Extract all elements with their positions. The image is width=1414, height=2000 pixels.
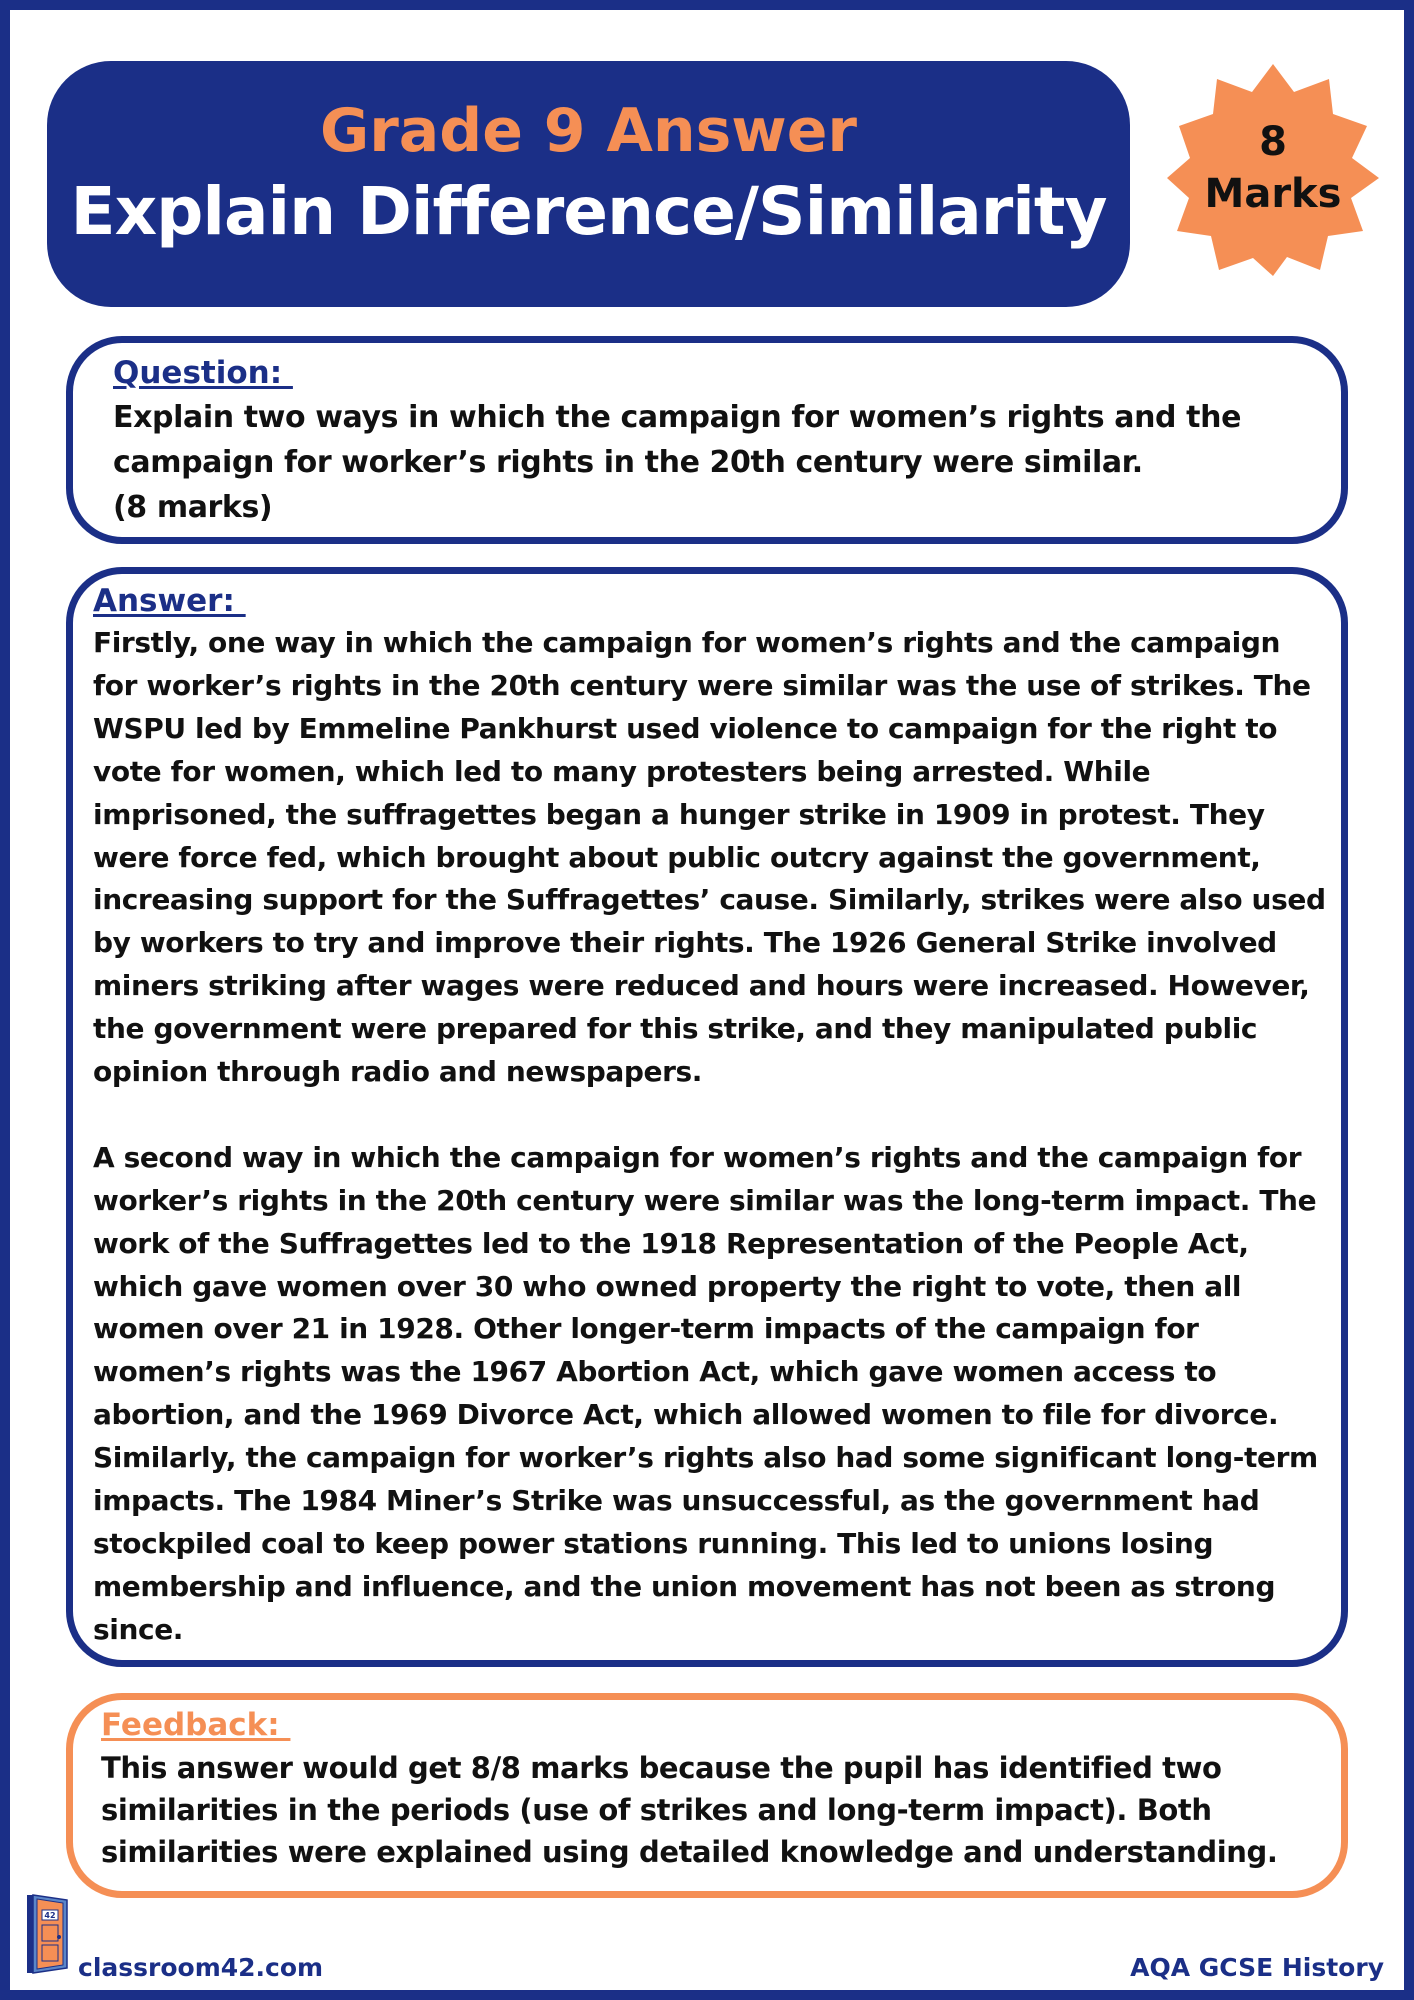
question-marks: (8 marks) — [113, 490, 273, 525]
logo-number: 42 — [44, 1911, 56, 1920]
question-panel — [66, 336, 1348, 544]
answer-paragraph-2: A second way in which the campaign for women’s rights and the campaign for worker’s rights in the 20th century were similar was the long-term impact. The work of the Suffragettes led to the 1918 Representation of the People Act, which gave women over 30 who owned property the right to vote, then all women over 21 in 1928. Other longer-term impacts of the campaign for women’s rights was the 1967 Abortion Act, which gave women access to abortion, and the 1969 Divorce Act, which allowed women to file for divorce. Similarly, the campaign for worker’s rights also had some significant long-term impacts. The 1984 Miner’s Strike was unsuccessful, as the government had stockpiled coal to keep power stations running. This led to unions losing membership and influence, and the union movement has not been as strong since. — [93, 1140, 1318, 1646]
marks-label: Marks — [1204, 171, 1342, 217]
marks-number: 8 — [1259, 119, 1287, 165]
marks-badge — [1167, 64, 1379, 276]
feedback-text: This answer would get 8/8 marks because the pupil has identified two similarities in the periods (use of strikes and long-term impact). Both similarities were explained using detailed knowledge and understanding. — [101, 1751, 1278, 1869]
grade-subtitle: Grade 9 Answer — [319, 96, 858, 166]
question-text: Explain two ways in which the campaign for women’s rights and the campaign for worker’s rights in the 20th century were similar. — [113, 400, 1242, 480]
classroom42-logo — [27, 1893, 71, 1975]
footer-course-label: AQA GCSE History — [1130, 1953, 1384, 1982]
question-body — [113, 395, 1313, 530]
question-label: Question: — [113, 355, 293, 391]
page-title: Explain Difference/Similarity — [70, 173, 1107, 250]
answer-paragraph-1: Firstly, one way in which the campaign for women’s rights and the campaign for worker’s rights in the 20th century were similar was the use of strikes. The WSPU led by Emmeline Pankhurst used violence to campaign for the right to vote for women, which led to many protesters being arrested. While imprisoned, the suffragettes began a hunger strike in 1909 in protest. They were force fed, which brought about public outcry against the government, increasing support for the Suffragettes’ cause. Similarly, strikes were also used by workers to try and improve their rights. The 1926 General Strike involved miners striking after wages were reduced and hours were increased. However, the government were prepared for this strike, and they manipulated public opinion through radio and newspapers. — [93, 626, 1326, 1089]
footer-site-link[interactable]: classroom42.com — [78, 1953, 324, 1982]
door-icon — [27, 1893, 71, 1975]
answer-panel — [66, 567, 1348, 1667]
feedback-label: Feedback: — [101, 1707, 291, 1743]
answer-label: Answer: — [93, 583, 246, 619]
answer-body — [93, 622, 1328, 1652]
title-banner — [47, 61, 1130, 307]
feedback-panel — [66, 1693, 1348, 1898]
